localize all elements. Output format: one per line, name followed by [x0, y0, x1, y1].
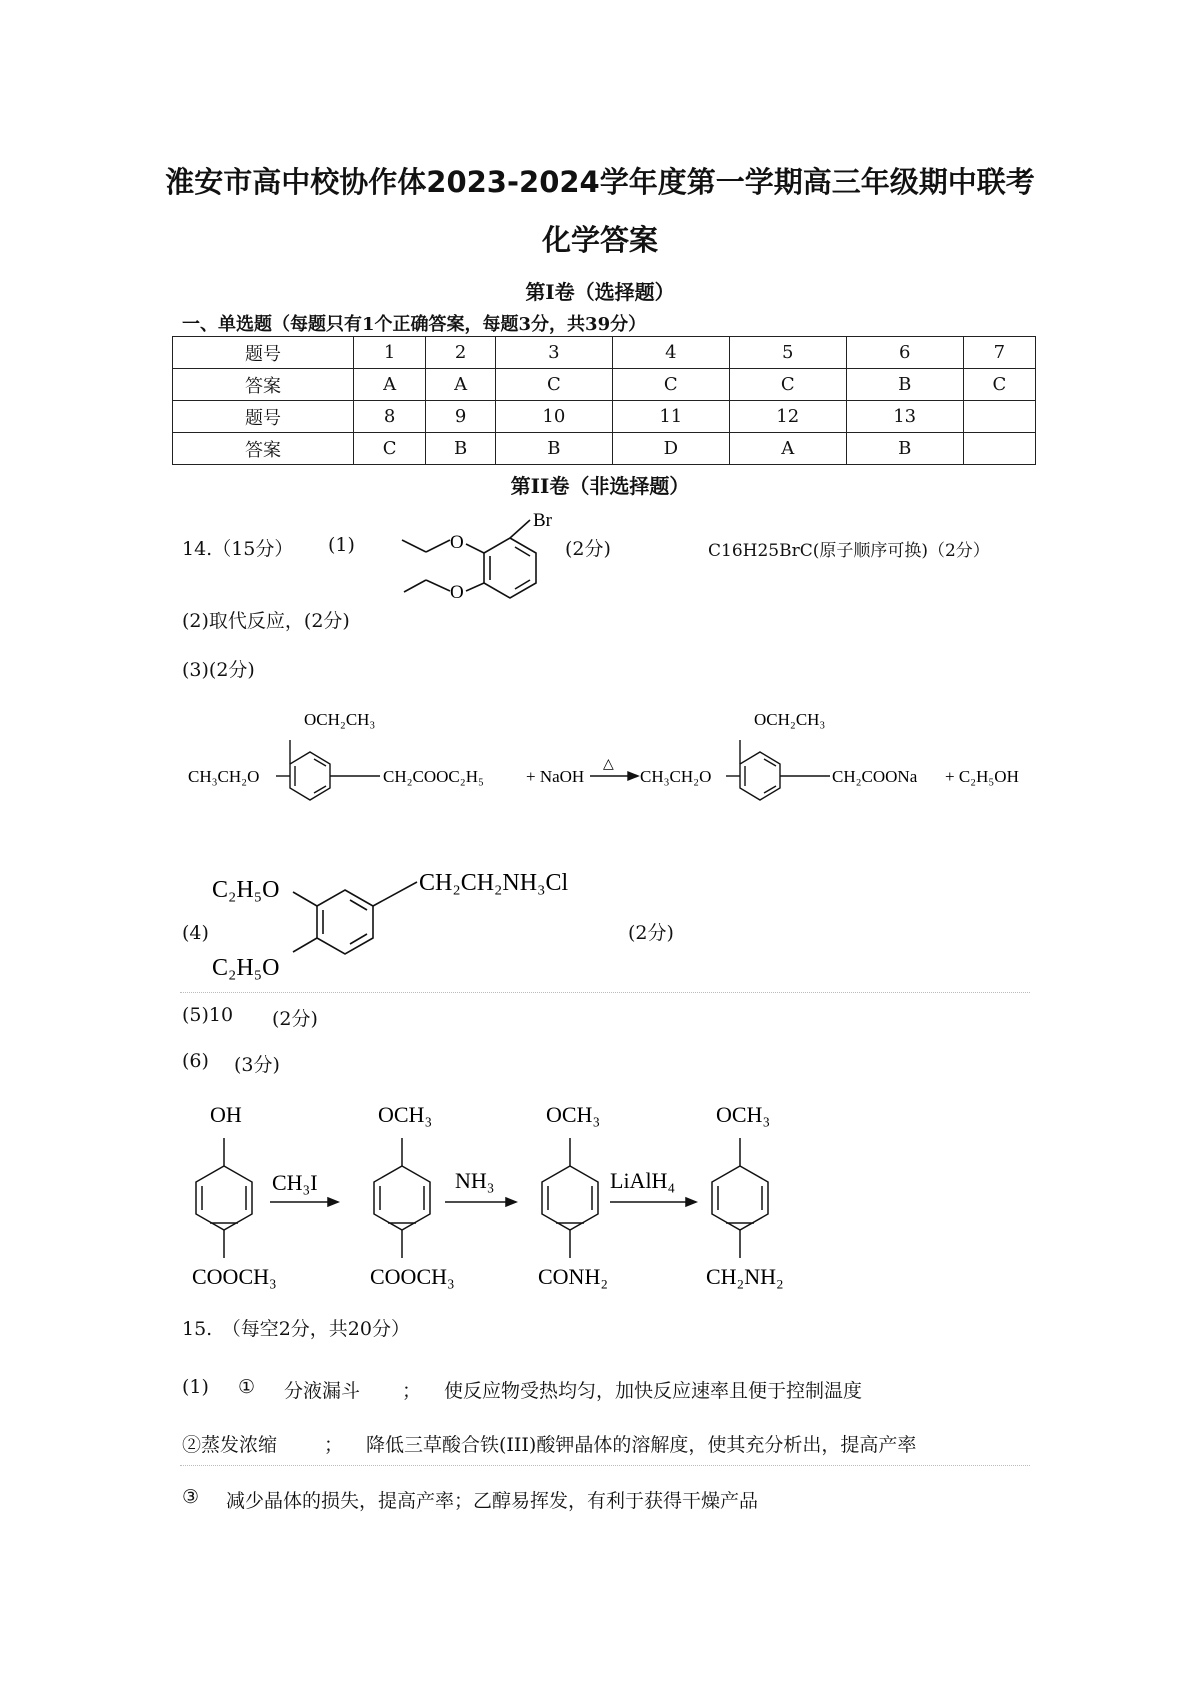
part1-title: 第Ⅰ卷（选择题） [525, 280, 675, 304]
divider [180, 1465, 1030, 1466]
q14-p1: (1) [328, 534, 355, 556]
table-cell: 题号 [173, 337, 354, 369]
q15-answer-3: 减少晶体的损失，提高产率；乙醇易挥发，有利于获得干燥产品 [226, 1490, 759, 1512]
reagent-ch3i: CH₃I [272, 1170, 318, 1195]
table-cell: 5 [729, 337, 846, 369]
oh-label: OH [210, 1102, 242, 1127]
divider [180, 992, 1030, 993]
ch2nh2-label: CH₂NH₂ [706, 1264, 784, 1289]
q14-p1-score: (2分) [565, 538, 611, 560]
table-cell [963, 401, 1035, 433]
page-title: 淮安市高中校协作体2023-2024学年度第一学期高三年级期中联考 [165, 165, 1035, 199]
reagent-nh3: NH₃ [455, 1168, 495, 1193]
answer-table [172, 336, 1036, 465]
delta-label: △ [603, 757, 614, 772]
ch3ch2o-label: CH₃CH₂O [188, 767, 260, 786]
ester-label: CH₂COOC₂H₅ [383, 767, 484, 786]
q14-p6: (6) [182, 1050, 209, 1072]
oxygen-label: O [450, 532, 464, 553]
table-cell: C [963, 369, 1035, 401]
reaction-3-svg [180, 700, 1030, 830]
synthesis-route-svg [180, 1090, 860, 1310]
och3-label: OCH₃ [716, 1102, 771, 1127]
q15-answer-2a: ②蒸发浓缩 [182, 1434, 278, 1456]
och2ch3-label: OCH₂CH₃ [304, 710, 376, 729]
q15-answer-1a: 分液漏斗 [284, 1380, 361, 1402]
table-cell: B [846, 433, 963, 465]
c2h5o-label: C₂H₅O [212, 877, 280, 903]
cooch3-label: COOCH₃ [192, 1264, 277, 1289]
table-cell: A [353, 369, 425, 401]
page-subtitle: 化学答案 [541, 223, 658, 257]
table-row [173, 337, 1036, 369]
table-cell: A [729, 433, 846, 465]
table-cell: D [612, 433, 729, 465]
table-row [173, 369, 1036, 401]
q14-p6-score: (3分) [234, 1054, 280, 1076]
table-cell: 3 [495, 337, 612, 369]
q14-p1-formula: C16H25BrC(原子顺序可换)（2分） [708, 541, 990, 561]
table-cell [963, 433, 1035, 465]
table-cell: B [846, 369, 963, 401]
q14-p5-score: (2分) [272, 1008, 318, 1030]
q14-label: 14.（15分） [182, 538, 294, 560]
q14-p5: (5)10 [182, 1004, 234, 1026]
structure-1-svg [370, 508, 570, 608]
oxygen-label: O [450, 582, 464, 603]
reagent-lialh4: LiAlH₄ [610, 1168, 676, 1193]
q15-circle-3: ③ [182, 1486, 200, 1508]
q15-circle-1: ① [238, 1376, 256, 1398]
q15-answer-2b: 降低三草酸合铁(III)酸钾晶体的溶解度，使其充分析出，提高产率 [366, 1434, 917, 1456]
amine-salt-label: CH₂CH₂NH₃Cl [419, 870, 569, 896]
och2ch3-label: OCH₂CH₃ [754, 710, 826, 729]
table-cell: 9 [426, 401, 496, 433]
table-cell: 1 [353, 337, 425, 369]
table-cell: 12 [729, 401, 846, 433]
table-cell: C [495, 369, 612, 401]
br-label: Br [533, 510, 552, 531]
section-heading: 一、单选题（每题只有1个正确答案，每题3分，共39分） [182, 314, 647, 335]
och3-label: OCH₃ [546, 1102, 601, 1127]
och3-label: OCH₃ [378, 1102, 433, 1127]
table-cell: 2 [426, 337, 496, 369]
table-cell: B [495, 433, 612, 465]
part2-title: 第II卷（非选择题） [510, 474, 690, 498]
table-cell: 答案 [173, 369, 354, 401]
q14-p4: (4) [182, 922, 209, 944]
table-cell: 13 [846, 401, 963, 433]
table-cell: 7 [963, 337, 1035, 369]
q15-separator: ； [324, 1434, 344, 1456]
naoh-label: + NaOH [526, 767, 585, 786]
q15-label: 15. （每空2分，共20分） [182, 1318, 410, 1340]
table-cell: C [612, 369, 729, 401]
q15-answer-1b: 使反应物受热均匀，加快反应速率且便于控制温度 [444, 1380, 863, 1402]
table-cell: 题号 [173, 401, 354, 433]
table-row [173, 401, 1036, 433]
ethanol-label: + C₂H₅OH [945, 767, 1019, 786]
carboxylate-label: CH₂COONa [832, 767, 918, 786]
table-cell: B [426, 433, 496, 465]
table-cell: A [426, 369, 496, 401]
table-cell: C [353, 433, 425, 465]
ch3ch2o-label: CH₃CH₂O [640, 767, 712, 786]
table-cell: 答案 [173, 433, 354, 465]
structure-4-svg [205, 860, 625, 990]
q14-p3: (3)(2分) [182, 659, 255, 681]
q15-line1-num: (1) [182, 1376, 209, 1398]
q15-separator: ； [402, 1380, 422, 1402]
table-cell: C [729, 369, 846, 401]
table-cell: 4 [612, 337, 729, 369]
q14-p2: (2)取代反应，(2分) [182, 610, 350, 632]
table-cell: 6 [846, 337, 963, 369]
table-cell: 8 [353, 401, 425, 433]
q14-p4-score: (2分) [628, 922, 674, 944]
c2h5o-label: C₂H₅O [212, 955, 280, 981]
table-row [173, 433, 1036, 465]
table-cell: 11 [612, 401, 729, 433]
cooch3-label: COOCH₃ [370, 1264, 455, 1289]
conh2-label: CONH₂ [538, 1264, 609, 1289]
table-cell: 10 [495, 401, 612, 433]
